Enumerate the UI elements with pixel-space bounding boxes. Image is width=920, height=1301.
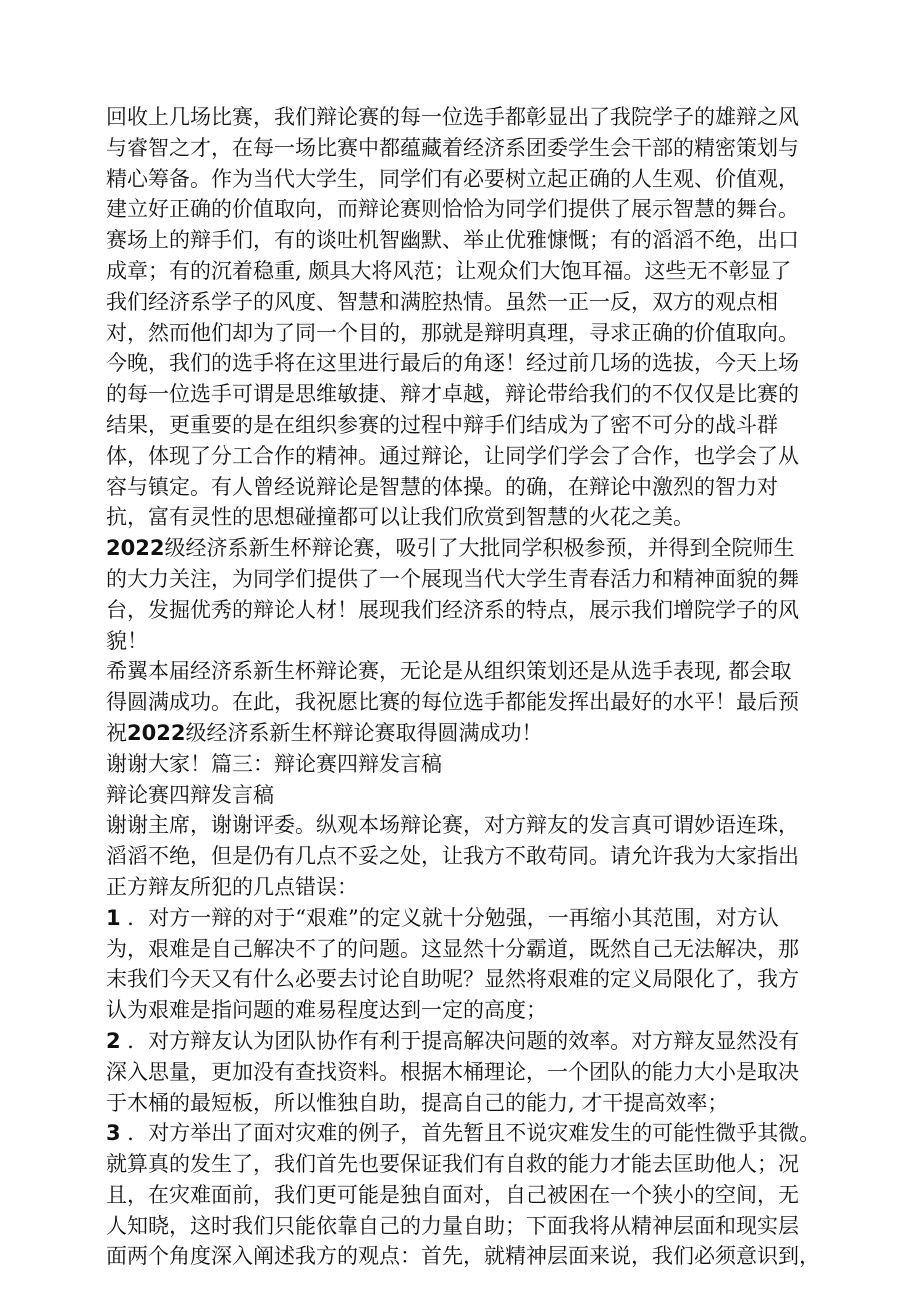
line-text: 末我们今天又有什么必要去讨论自助呢？显然将艰难的定义局限化了，我方 [106,967,799,992]
line-text: 为，艰难是自己解决不了的问题。这显然十分霸道，既然自己无法解决，那 [106,936,799,961]
line-text: 我们经济系学子的风度、智慧和满腔热情。虽然一正一反，双方的观点相 [106,289,778,314]
line-text: 希翼本届经济系新生杯辩论赛，无论是从组织策划还是从选手表现, 都会取 [106,659,792,684]
line-text: 谢谢大家！篇三：辩论赛四辩发言稿 [106,751,442,776]
text-line [106,1088,841,1119]
line-text: 今晚，我们的选手将在这里进行最后的角逐！经过前几场的选拔，今天上场 [106,351,799,376]
text-line [106,287,841,318]
line-text: 精心筹备。作为当代大学生，同学们有必要树立起正确的人生观、价值观， [106,166,799,191]
text-line [106,934,841,965]
line-text: 台，发掘优秀的辩论人材！展现我们经济系的特点，展示我们增院学子的风 [106,597,799,622]
line-text: 正方辩友所犯的几点错误： [106,874,358,899]
line-text: ．对方辩友认为团队协作有利于提高解决问题的效率。对方辩友显然没有 [120,1028,800,1053]
body-text [106,102,841,1272]
text-line [106,1026,841,1057]
text-line [106,564,841,595]
line-text: 得圆满成功。在此，我祝愿比赛的每位选手都能发挥出最好的水平！最后预 [106,690,799,715]
line-text: 级经济系新生杯辩论赛取得圆满成功！ [185,720,543,745]
line-text: 的每一位选手可谓是思维敏捷、辩才卓越，辩论带给我们的不仅仅是比赛的 [106,382,799,407]
text-line [106,318,841,349]
line-text: 回收上几场比赛，我们辩论赛的每一位选手都彰显出了我院学子的雄辩之风 [106,105,799,129]
line-text: 结果，更重要的是在组织参赛的过程中辩手们结成为了密不可分的战斗群 [106,412,778,437]
line-text: 抗，富有灵性的思想碰撞都可以让我们欣赏到智慧的火花之美。 [106,505,694,530]
text-line [106,164,841,195]
text-line [106,687,841,718]
line-text: 谢谢主席，谢谢评委。纵观本场辩论赛，对方辩友的发言真可谓妙语连珠， [106,813,799,838]
line-text: 认为艰难是指问题的难易程度达到一定的高度； [106,998,547,1023]
line-number: 2022 [127,720,186,745]
line-text: 对，然而他们却为了同一个目的，那就是辩明真理，寻求正确的价值取向。 [106,320,799,345]
line-text: 貌！ [106,628,148,653]
line-text: 辩论赛四辩发言稿 [106,782,274,807]
text-line [106,1057,841,1088]
line-text: ．对方举出了面对灾难的例子，首先暂且不说灾难发生的可能性微乎其微。 [120,1121,821,1146]
text-line [106,102,841,133]
text-line [106,379,841,410]
text-line [106,1241,841,1272]
line-number: 2022 [106,536,165,561]
line-number: 1 [106,905,121,930]
text-line [106,872,841,903]
text-line [106,718,841,749]
line-text: 级经济系新生杯辩论赛，吸引了大批同学积极参预，并得到全院师生 [164,536,795,561]
text-line [106,749,841,780]
text-line [106,1149,841,1180]
text-line [106,1180,841,1211]
line-text: ．对方一辩的对于“艰难”的定义就十分勉强，一再缩小其范围，对方认 [120,905,779,930]
text-line [106,256,841,287]
line-text: 与睿智之才，在每一场比赛中都蕴藏着经济系团委学生会干部的精密策划与 [106,135,799,160]
text-line [106,441,841,472]
text-line [106,533,841,564]
line-number: 2 [106,1028,121,1053]
text-line [106,410,841,441]
line-text: 人知晓，这时我们只能依靠自己的力量自助；下面我将从精神层面和现实层 [106,1213,799,1238]
line-text: 赛场上的辩手们，有的谈吐机智幽默、举止优雅慷慨；有的滔滔不绝，出口 [106,228,799,253]
text-line [106,626,841,657]
line-prefix: 祝 [106,720,127,745]
text-line [106,780,841,811]
line-text: 就算真的发生了，我们首先也要保证我们有自救的能力才能去匡助他人；况 [106,1152,799,1177]
line-text: 且，在灾难面前，我们更可能是独自面对，自己被困在一个狭小的空间，无 [106,1182,799,1207]
line-text: 成章；有的沉着稳重, 颇具大将风范；让观众们大饱耳福。这些无不彰显了 [106,258,792,283]
line-text: 容与镇定。有人曾经说辩论是智慧的体操。的确，在辩论中激烈的智力对 [106,474,778,499]
line-text: 建立好正确的价值取向，而辩论赛则恰恰为同学们提供了展示智慧的舞台。 [106,197,799,222]
text-line [106,964,841,995]
text-line [106,194,841,225]
text-line [106,841,841,872]
text-line [106,595,841,626]
line-number: 3 [106,1121,121,1146]
text-line [106,133,841,164]
text-line [106,903,841,934]
text-line [106,472,841,503]
text-line [106,1211,841,1242]
text-line [106,225,841,256]
text-line [106,656,841,687]
line-text: 面两个角度深入阐述我方的观点：首先，就精神层面来说，我们必须意识到， [106,1244,820,1269]
line-text: 于木桶的最短板，所以惟独自助，提高自己的能力, 才干提高效率； [106,1090,729,1115]
line-text: 的大力关注，为同学们提供了一个展现当代大学生青春活力和精神面貌的舞 [106,566,799,591]
text-line [106,810,841,841]
text-line [106,502,841,533]
line-text: 滔滔不绝，但是仍有几点不妥之处，让我方不敢苟同。请允许我为大家指出 [106,844,799,869]
text-line [106,1118,841,1149]
line-text: 深入思量，更加没有查找资料。根据木桶理论，一个团队的能力大小是取决 [106,1059,799,1084]
text-line [106,995,841,1026]
text-line [106,348,841,379]
line-text: 体，体现了分工合作的精神。通过辩论，让同学们学会了合作，也学会了从 [106,443,799,468]
